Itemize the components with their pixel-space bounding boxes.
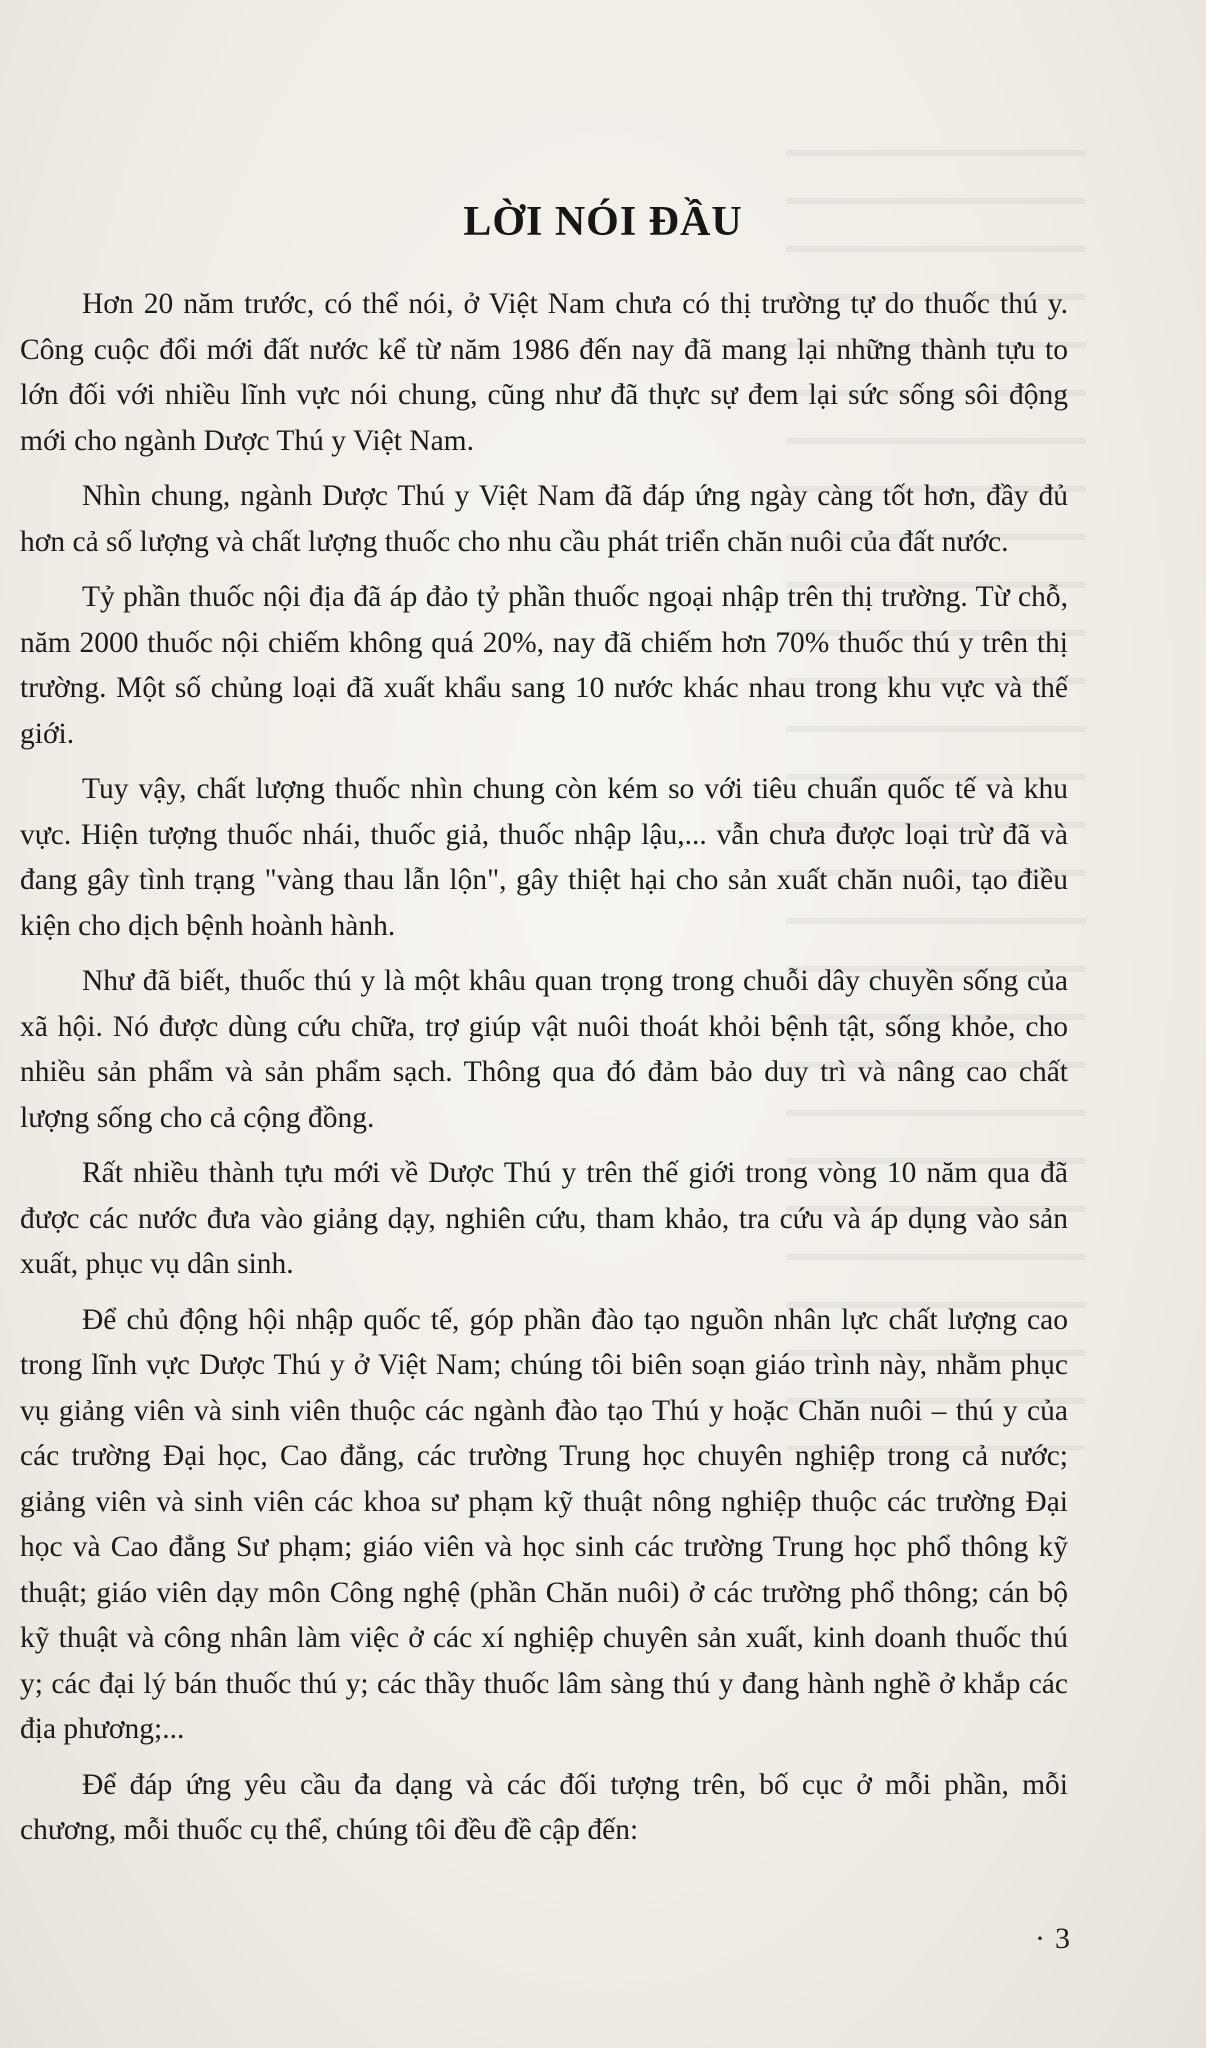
paragraph-5: Như đã biết, thuốc thú y là một khâu quan trọng trong chuỗi dây chuyền sống của xã hội. Nó được dùng cứu chữa, trợ giúp vật nuôi thoát khỏi bệnh tật, sống khỏe, cho nhiều sản phẩm và sản phẩm sạch. Thông qua đó đảm bảo duy trì và nâng cao chất lượng sống cho cả cộng đồng.	[20, 965, 1068, 1134]
page-number	[1035, 1922, 1070, 1956]
paragraph-6: Rất nhiều thành tựu mới về Dược Thú y trên thế giới trong vòng 10 năm qua đã được các nước đưa vào giảng dạy, nghiên cứu, tham khảo, tra cứu và áp dụng vào sản xuất, phục vụ dân sinh.	[20, 1157, 1068, 1280]
page-number-dot: ·	[1035, 1922, 1045, 1955]
page-number-value: 3	[1055, 1922, 1070, 1955]
page-title: LỜI NÓI ĐẦU	[463, 199, 743, 245]
body-text	[20, 282, 1068, 1864]
paragraph-8: Để đáp ứng yêu cầu đa dạng và các đối tượng trên, bố cục ở mỗi phần, mỗi chương, mỗi thuốc cụ thể, chúng tôi đều đề cập đến:	[20, 1768, 1068, 1846]
paragraph-7: Để chủ động hội nhập quốc tế, góp phần đào tạo nguồn nhân lực chất lượng cao trong lĩnh vực Dược Thú y ở Việt Nam; chúng tôi biên soạn giáo trình này, nhằm phục vụ giảng viên và sinh viên thuộc các ngành đào tạo Thú y hoặc Chăn nuôi – thú y của các trường Đại học, Cao đẳng, các trường Trung học chuyên nghiệp trong cả nước; giảng viên và sinh viên các khoa sư phạm kỹ thuật nông nghiệp thuộc các trường Đại học và Cao đẳng Sư phạm; giáo viên và học sinh các trường Trung học phổ thông kỹ thuật; giáo viên dạy môn Công nghệ (phần Chăn nuôi) ở các trường phổ thông; cán bộ kỹ thuật và công nhân làm việc ở các xí nghiệp chuyên sản xuất, kinh doanh thuốc thú y; các đại lý bán thuốc thú y; các thầy thuốc lâm sàng thú y đang hành nghề ở khắp các địa phương;...	[20, 1303, 1068, 1745]
paragraph-1: Hơn 20 năm trước, có thể nói, ở Việt Nam chưa có thị trường tự do thuốc thú y. Công cuộc đổi mới đất nước kể từ năm 1986 đến nay đã mang lại những thành tựu to lớn đối với nhiều lĩnh vực nói chung, cũng như đã thực sự đem lại sức sống sôi động mới cho ngành Dược Thú y Việt Nam.	[20, 288, 1068, 457]
paragraph-4: Tuy vậy, chất lượng thuốc nhìn chung còn kém so với tiêu chuẩn quốc tế và khu vực. Hiện tượng thuốc nhái, thuốc giả, thuốc nhập lậu,... vẫn chưa được loại trừ đã và đang gây tình trạng "vàng thau lẫn lộn", gây thiệt hại cho sản xuất chăn nuôi, tạo điều kiện cho dịch bệnh hoành hành.	[20, 773, 1068, 942]
paragraph-2: Nhìn chung, ngành Dược Thú y Việt Nam đã đáp ứng ngày càng tốt hơn, đầy đủ hơn cả số lượng và chất lượng thuốc cho nhu cầu phát triển chăn nuôi của đất nước.	[20, 480, 1068, 558]
paragraph-3: Tỷ phần thuốc nội địa đã áp đảo tỷ phần thuốc ngoại nhập trên thị trường. Từ chỗ, năm 2000 thuốc nội chiếm không quá 20%, nay đã chiếm hơn 70% thuốc thú y trên thị trường. Một số chủng loại đã xuất khẩu sang 10 nước khác nhau trong khu vực và thế giới.	[20, 581, 1068, 750]
